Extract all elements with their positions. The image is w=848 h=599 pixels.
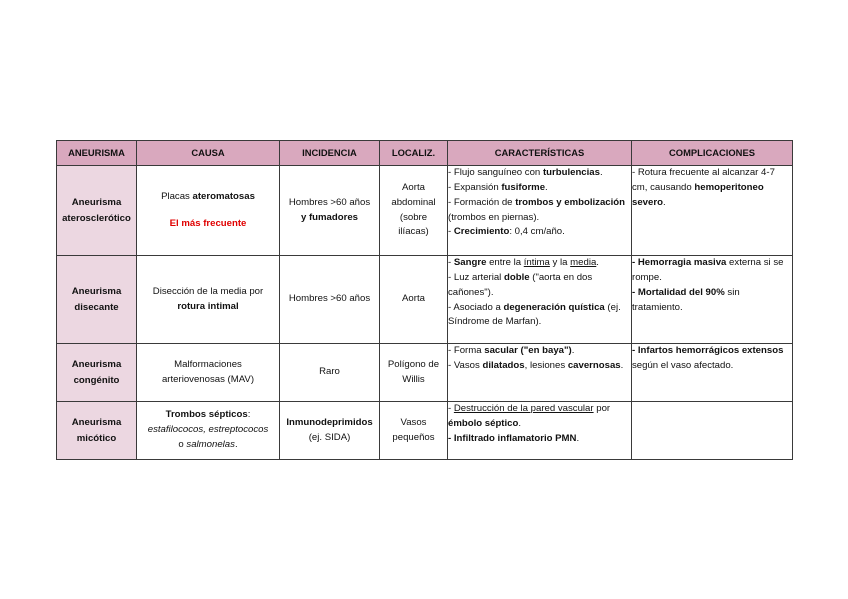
causa-cell: Placas ateromatosas El más frecuente [137, 166, 280, 256]
table-row [57, 402, 793, 460]
list-item: - Sangre entre la íntima y la media. [448, 257, 599, 268]
list-item: - Formación de trombos y embolización (trombos en piernas). [448, 196, 626, 223]
list-item: - Flujo sanguíneo con turbulencias. [448, 167, 603, 178]
row-name-cell: Aneurisma micótico [57, 402, 137, 460]
header-incidencia: INCIDENCIA [280, 141, 380, 166]
list-item: - Vasos dilatados, lesiones cavernosas. [448, 359, 624, 371]
row-name-cell: Aneurisma congénito [57, 344, 137, 402]
list-item: - Destrucción de la pared vascular por émbolo séptico. [448, 403, 611, 429]
complicaciones-cell: - Rotura frecuente al alcanzar 4-7 cm, causando hemoperitoneo severo. [632, 166, 793, 256]
table-row [57, 166, 793, 256]
table-row [57, 256, 793, 344]
caracteristicas-cell [448, 166, 632, 256]
incidencia-cell: Hombres >60 años [280, 256, 380, 344]
caracteristicas-cell [448, 402, 632, 460]
complicaciones-cell [632, 402, 793, 460]
header-complicaciones: COMPLICACIONES [632, 141, 793, 166]
incidencia-cell: Inmunodeprimidos (ej. SIDA) [280, 402, 380, 460]
table-row [57, 344, 793, 402]
header-localiz: LOCALIZ. [380, 141, 448, 166]
localiz-cell: Aorta abdominal (sobre ilíacas) [380, 166, 448, 256]
list-item: - Hemorragia masiva externa si se rompe. [632, 257, 784, 283]
localiz-cell: Vasos pequeños [380, 402, 448, 460]
causa-cell: Trombos sépticos: estafilococos, estreptococos o salmonelas. [137, 402, 280, 460]
caracteristicas-cell [448, 256, 632, 344]
incidencia-cell: Raro [280, 344, 380, 402]
caracteristicas-cell [448, 344, 632, 402]
header-causa: CAUSA [137, 141, 280, 166]
complicaciones-cell: - Infartos hemorrágicos extensos según el vaso afectado. [632, 344, 793, 402]
list-item: - Crecimiento: 0,4 cm/año. [448, 226, 565, 238]
causa-cell: Malformaciones arteriovenosas (MAV) [137, 344, 280, 402]
header-aneurisma: ANEURISMA [57, 141, 137, 166]
list-item: - Forma sacular ("en baya"). [448, 345, 575, 356]
header-row [57, 141, 793, 166]
list-item: - Luz arterial doble ("aorta en dos cañones"). [448, 271, 593, 298]
list-item: - Expansión fusiforme. [448, 181, 548, 193]
row-name-cell: Aneurisma aterosclerótico [57, 166, 137, 256]
localiz-cell: Polígono de Willis [380, 344, 448, 402]
row-name-cell: Aneurisma disecante [57, 256, 137, 344]
incidencia-cell: Hombres >60 años y fumadores [280, 166, 380, 256]
list-item: - Infiltrado inflamatorio PMN. [448, 432, 580, 444]
causa-cell: Disección de la media por rotura intimal [137, 256, 280, 344]
list-item: - Mortalidad del 90% sin tratamiento. [632, 286, 740, 313]
most-frequent-note: El más frecuente [169, 217, 247, 229]
aneurysm-table [56, 140, 793, 460]
localiz-cell: Aorta [380, 256, 448, 344]
header-caracteristicas: CARACTERÍSTICAS [448, 141, 632, 166]
list-item: - Asociado a degeneración quística (ej. Síndrome de Marfan). [448, 301, 621, 328]
complicaciones-cell [632, 256, 793, 344]
